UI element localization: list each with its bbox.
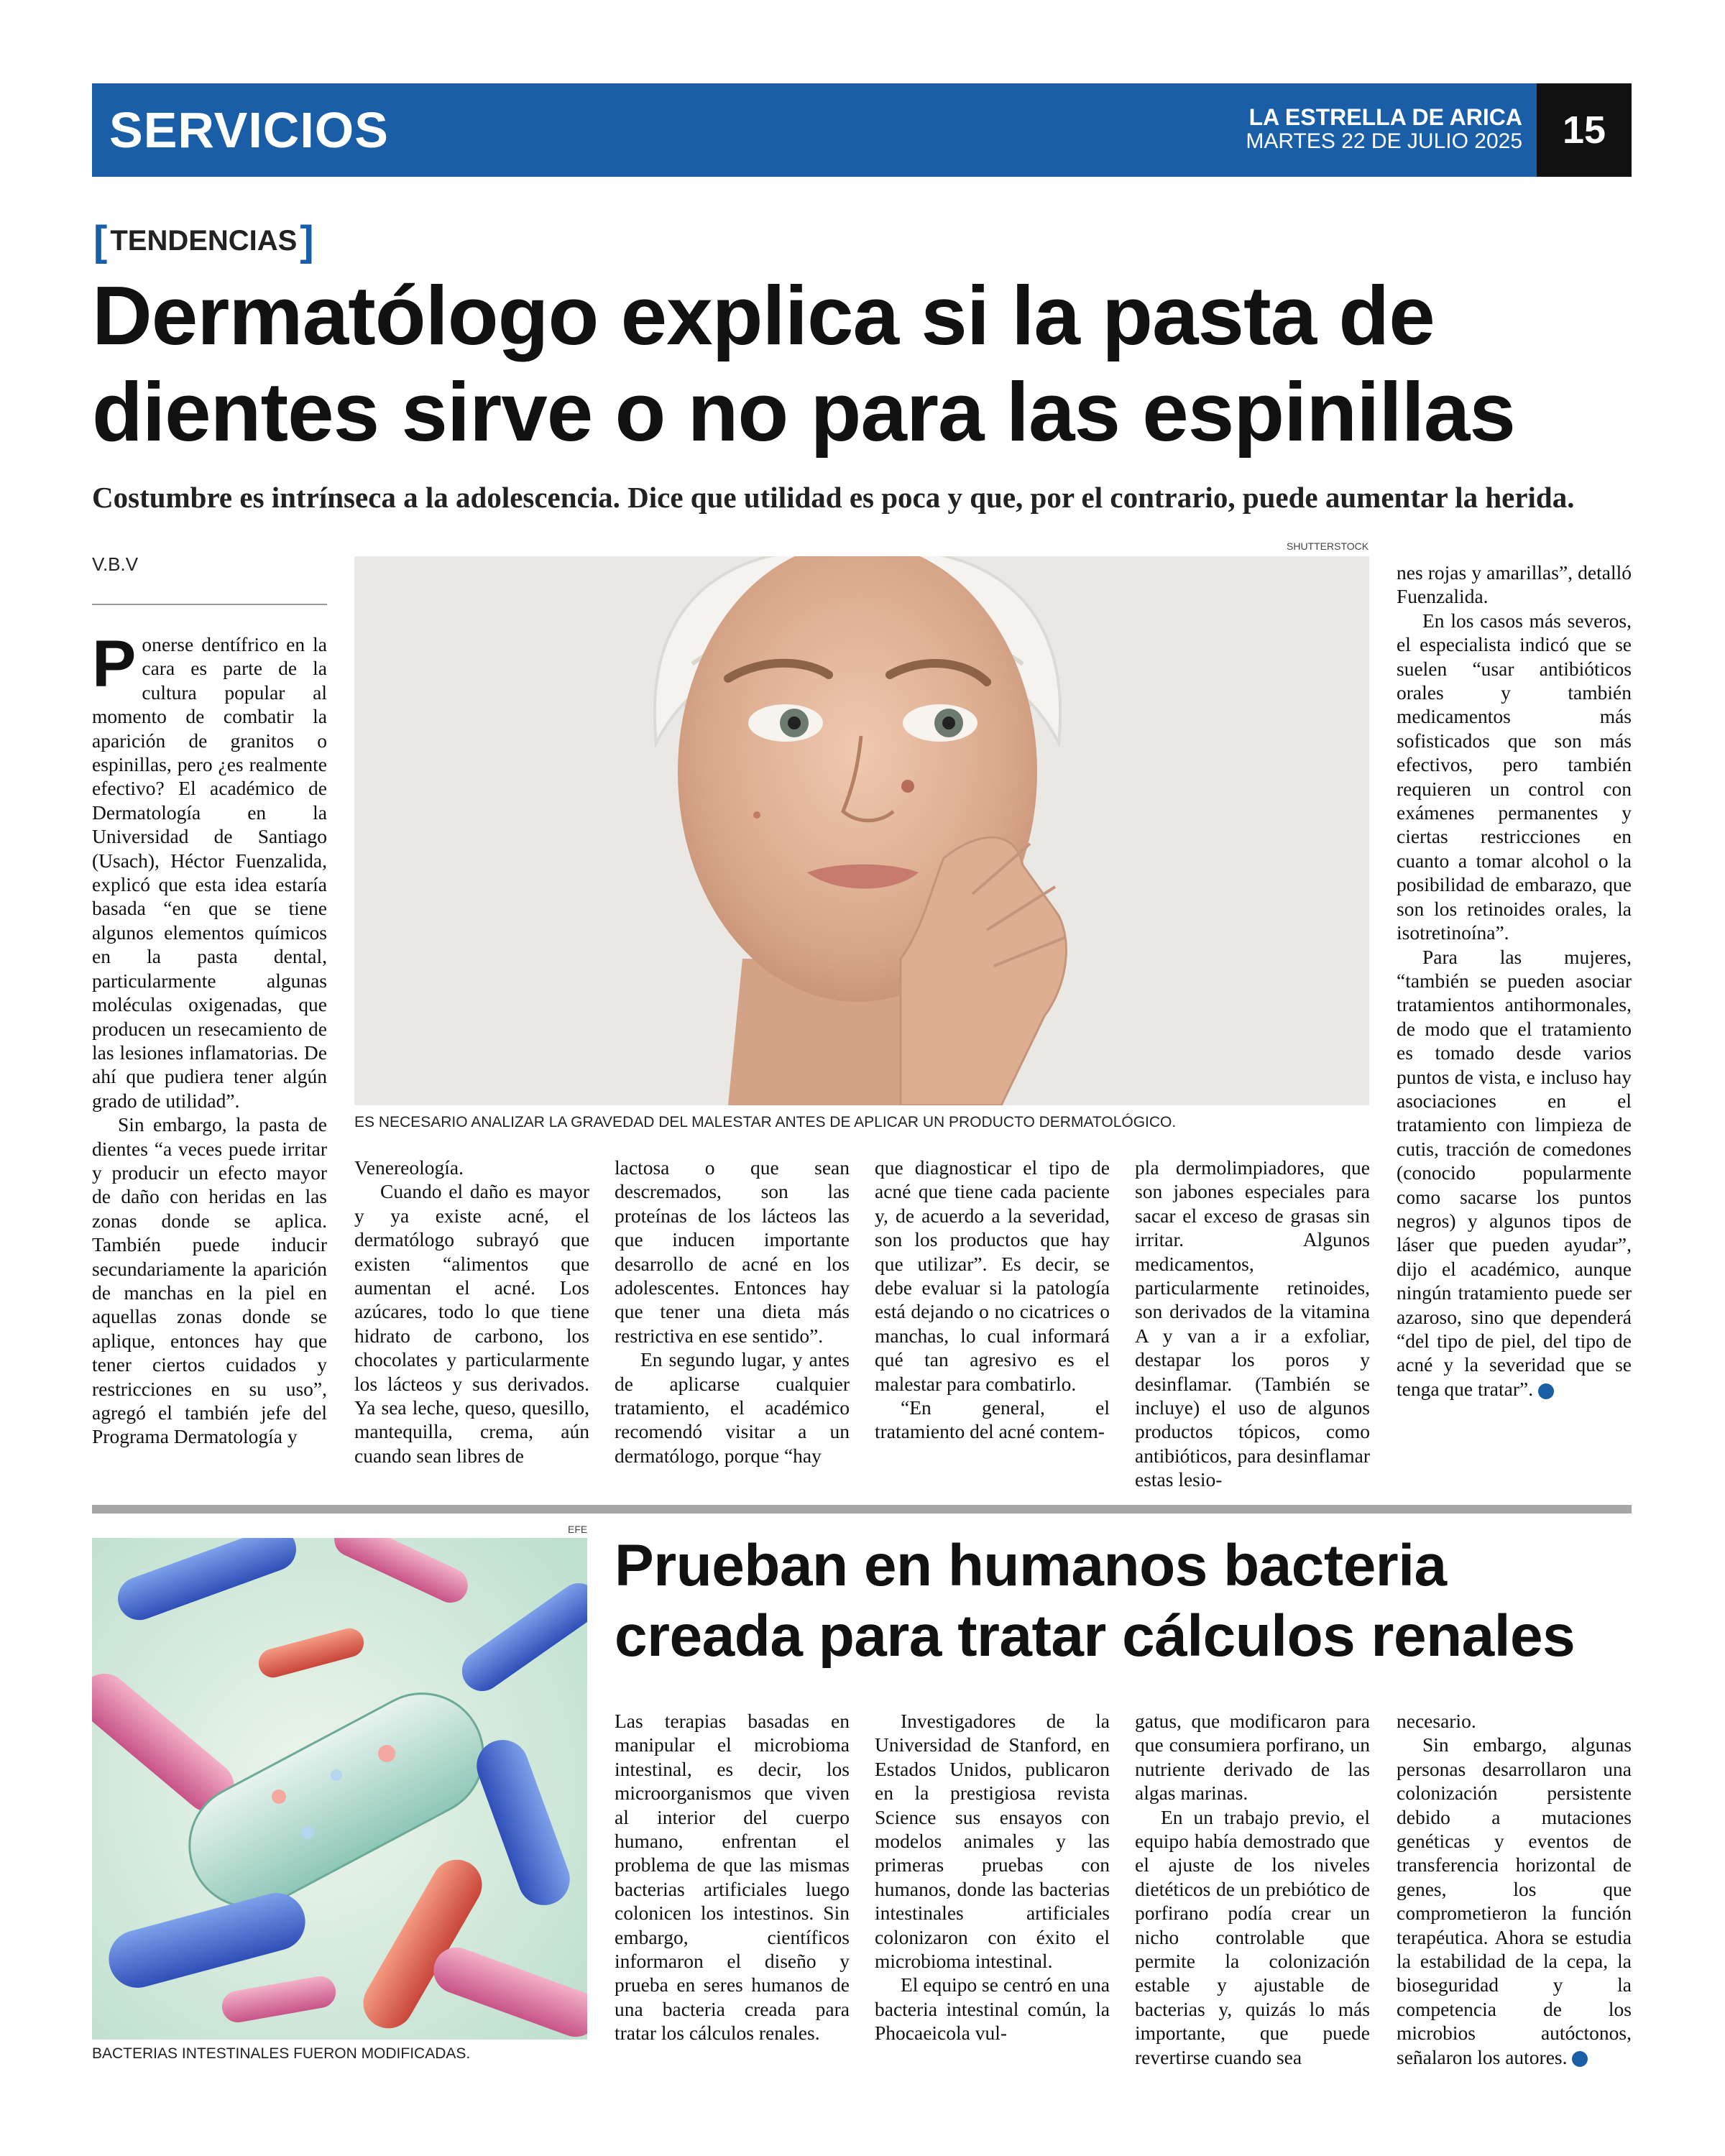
issue-date: MARTES 22 DE JULIO 2025: [1246, 129, 1522, 153]
article-column-5: [1135, 1156, 1370, 1492]
article-divider: [92, 1505, 1632, 1514]
column-paragraph: lactosa o que sean descremados, son las proteínas de los lácteos las que inducen importante desarrollo de acné en los adolescentes. Entonces hay que tener una dieta más restrictiva en ese sentido”.: [615, 1156, 850, 1347]
column-paragraph: Sin embargo, la pasta de dientes “a veces puede irritar y producir un efecto mayor de daño con heridas en las zonas donde se aplica. También puede inducir secundariamente la aparición de manchas en la piel en aquellas zonas donde se aplique, entonces hay que tener ciertos cuidados y restricciones en su uso”, agregó el también jefe del Programa Dermatología y: [92, 1113, 327, 1448]
article-deck: Costumbre es intrínseca a la adolescencia. Dice que utilidad es poca y que, por el contrario, puede aumentar la herida.: [92, 481, 1575, 514]
paragraph-text: Sin embargo, algunas personas desarrollaron una colonización persistente debido a mutaciones genéticas y eventos de transferencia horizontal de genes, los que comprometieron la función terapéutica. Ahora se estudia la estabilidad de la cepa, la bioseguridad y la competencia de los microbios autóctonos, señalaron los autores.: [1397, 1733, 1632, 2068]
end-of-article-icon: ✪: [1538, 1383, 1554, 1399]
article-column-6: [1397, 561, 1632, 1401]
column-paragraph: pla dermolimpiadores, que son jabones especiales para sacar el exceso de grasas sin irritar. Algunos medicamentos, particularmente retinoides, son derivados de la vitamina A y van a ir a exfoliar, destapar los poros y desinflamar. (También se incluye) el uso de algunos productos tópicos, como antibióticos, para desinflamar estas lesio-: [1135, 1156, 1370, 1491]
article-headline: Prueban en humanos bacteria creada para tratar cálculos renales: [615, 1533, 1576, 1669]
column-paragraph: que diagnosticar el tipo de acné que tiene cada paciente y, de acuerdo a la severidad, son los productos que hay que utilizar”. Es decir, se debe evaluar si la patología está dejando o no cicatrices o manchas, lo cual informará qué tan agresivo es el malestar para combatirlo.: [875, 1156, 1110, 1395]
article-headline: Dermatólogo explica si la pasta de dientes sirve o no para las espinillas: [92, 269, 1515, 459]
newspaper-name: LA ESTRELLA DE ARICA: [1248, 104, 1522, 130]
drop-cap: P: [92, 627, 137, 701]
woman-portrait-illustration: [354, 556, 1369, 1105]
article2-column-2: [875, 1709, 1110, 2045]
column-paragraph: En los casos más severos, el especialista indicó que se suelen “usar antibióticos orales y también medicamentos más sofisticados que son más efectivos, pero también requieren un control con exámenes permanentes y ciertas restricciones en cuanto a tomar alcohol o la posibilidad de embarazo, que son los retinoides orales, la isotretinoína”.: [1397, 609, 1632, 944]
column-paragraph: El equipo se centró en una bacteria intestinal común, la Phocaeicola vul-: [875, 1973, 1110, 2045]
column-paragraph: nes rojas y amarillas”, detalló Fuenzalida.: [1397, 561, 1632, 608]
paragraph-text: onerse dentífrico en la cara es parte de la cultura popular al momento de combatir la aparición de granitos o espinillas, pero ¿es realmente efectivo? El académico de Dermatología en la Universidad de Santiago (Usach), Héctor Fuenzalida, explicó que esta idea estaría basada “en que se tiene algunos elementos químicos en la pasta dental, particularmente algunas moléculas oxigenadas, que producen un resecamiento de las lesiones inflamatorias. De ahí que pudiera tener algún grado de utilidad”.: [92, 633, 327, 1112]
kicker-open-bracket: [: [93, 217, 108, 264]
column-paragraph: Cuando el daño es mayor y ya existe acné, el dermatólogo subrayó que existen “alimentos que aumentan el acné. Los azúcares, todo lo que tiene hidrato de carbono, los chocolates y particularmente los lácteos y sus derivados. Ya sea leche, queso, quesillo, mantequilla, crema, aún cuando sean libres de: [354, 1180, 589, 1467]
article-column-4: [875, 1156, 1110, 1444]
column-paragraph: En segundo lugar, y antes de aplicarse cualquier tratamiento, el académico recomendó visitar a un dermatólogo, porque “hay: [615, 1348, 850, 1467]
article-column-3: [615, 1156, 850, 1468]
column-paragraph: En un trabajo previo, el equipo había demostrado que el ajuste de los niveles dietéticos de un prebiótico de porfirano podía crear un nicho controlable que permite la colonización estable y ajustable de bacterias y, quizás lo más importante, que puede revertirse cuando sea: [1135, 1805, 1370, 2068]
photo-credit: EFE: [568, 1524, 588, 1535]
article2-column-4: [1397, 1709, 1632, 2069]
kicker-close-bracket: ]: [300, 217, 314, 264]
byline: V.B.V: [92, 553, 139, 575]
paragraph-text: Para las mujeres, “también se pueden asociar tratamientos antihormonales, de modo que el tratamiento es tomado desde varios puntos de vista, e incluso hay asociaciones en el tratamiento con limpieza de cutis, tracción de comedones (conocido popularmente como sacarse los puntos negros) y algunos tipos de láser que pueden ayudar”, dijo el académico, aunque ningún tratamiento puede ser azaroso, sino que dependerá “del tipo de piel, del tipo de acné y la severidad que se tenga que tratar”.: [1397, 945, 1632, 1400]
column-paragraph: Las terapias basadas en manipular el microbioma intestinal, es decir, los microorganismos que viven al interior del cuerpo humano, enfrentan el problema de que las mismas bacterias artificiales luego colonicen los intestinos. Sin embargo, científicos informaron el diseño y prueba en seres humanos de una bacteria creada para tratar los cálculos renales.: [615, 1710, 850, 2045]
kicker-label: TENDENCIAS: [110, 224, 298, 257]
article2-column-1: [615, 1709, 850, 2045]
article-kicker: [93, 217, 314, 264]
article-photo-bacteria: [92, 1538, 587, 2040]
column-paragraph: “En general, el tratamiento del acné contem-: [875, 1396, 1110, 1443]
byline-divider: [92, 604, 327, 605]
column-paragraph: [1397, 945, 1632, 1401]
page-number: 15: [1537, 83, 1632, 177]
column-paragraph: gatus, que modificaron para que consumiera porfirano, un nutriente derivado de las algas marinas.: [1135, 1710, 1370, 1805]
photo-credit: SHUTTERSTOCK: [1287, 540, 1369, 552]
column-paragraph: [92, 627, 327, 1112]
bacteria-illustration: [92, 1538, 587, 2040]
article2-column-3: [1135, 1709, 1370, 2069]
photo-caption: ES NECESARIO ANALIZAR LA GRAVEDAD DEL MALESTAR ANTES DE APLICAR UN PRODUCTO DERMATOLÓGICO.: [354, 1114, 1177, 1130]
column-paragraph: Investigadores de la Universidad de Stanford, en Estados Unidos, publicaron en la prestigiosa revista Science sus ensayos con modelos animales y las primeras pruebas con humanos, donde las bacterias intestinales artificiales colonizaron con éxito el microbioma intestinal.: [875, 1710, 1110, 1973]
column-paragraph: necesario.: [1397, 1710, 1476, 1732]
column-paragraph: [1397, 1733, 1632, 2069]
section-title: SERVICIOS: [109, 102, 389, 158]
column-paragraph: Venereología.: [354, 1156, 464, 1179]
end-of-article-icon: ✪: [1572, 2051, 1588, 2067]
article-photo-woman-acne: [354, 556, 1369, 1105]
photo-caption: BACTERIAS INTESTINALES FUERON MODIFICADAS.: [92, 2045, 471, 2062]
article-column-1: [92, 627, 327, 1449]
article-column-2: [354, 1156, 589, 1468]
